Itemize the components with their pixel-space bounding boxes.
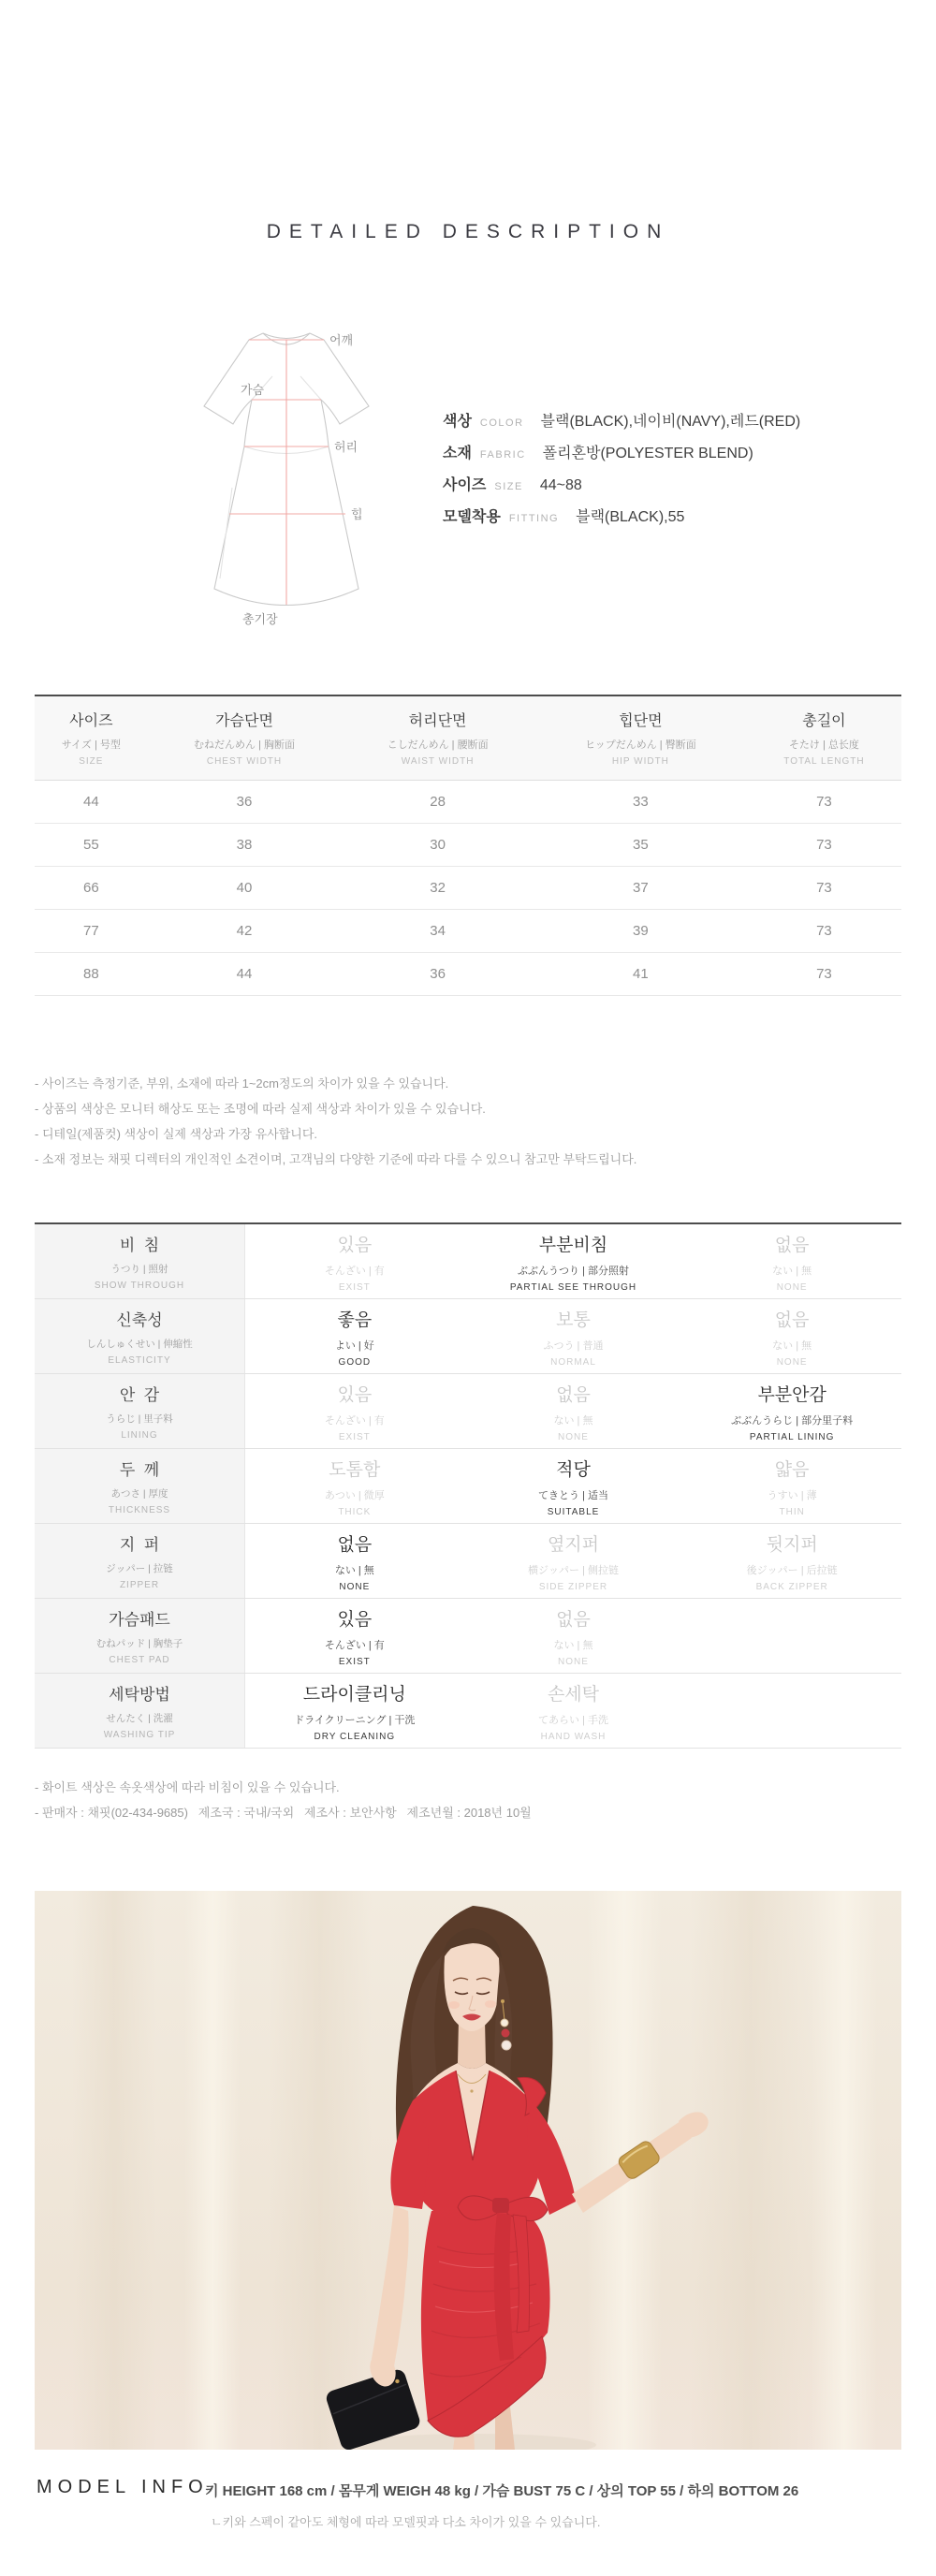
- spec-option-ko: 드라이클리닝: [302, 1684, 406, 1705]
- spec-row: [35, 1674, 901, 1749]
- spec-option-sub: てきとう | 适当: [538, 1489, 608, 1501]
- spec-label-en: CHEST PAD: [109, 1655, 170, 1665]
- spec-option-sub: そんざい | 有: [324, 1265, 385, 1277]
- spec-option-ko: 좋음: [337, 1310, 373, 1330]
- spec-label-en: WASHING TIP: [103, 1730, 176, 1740]
- spec-label-ko: 두 께: [119, 1461, 160, 1479]
- spec-label-sub: ジッパー | 拉链: [106, 1563, 173, 1574]
- spec-option: [464, 1299, 683, 1373]
- spec-option: [245, 1599, 464, 1673]
- spec-row: [35, 1374, 901, 1449]
- size-column-header: [534, 695, 747, 781]
- spec-label-ko: 가슴패드: [109, 1611, 170, 1629]
- spec-row: [35, 1524, 901, 1599]
- spec-option-en: PARTIAL SEE THROUGH: [509, 1281, 637, 1293]
- dress-seams: [220, 356, 329, 578]
- spec-row: [35, 1449, 901, 1524]
- size-table-body: [35, 781, 901, 996]
- spec-option-sub: ない | 無: [772, 1339, 812, 1352]
- spec-option: [682, 1374, 901, 1448]
- spec-option-ko: 보통: [556, 1310, 591, 1330]
- size-column-sub: サイズ | 号型: [61, 739, 121, 751]
- spec-label-en: LINING: [121, 1430, 158, 1441]
- spec-option-en: EXIST: [338, 1281, 371, 1293]
- size-cell: 77: [35, 910, 148, 953]
- spec-option-sub: ぶぶんうつり | 部分照射: [518, 1265, 629, 1277]
- size-note-line: - 디테일(제품컷) 색상이 실제 색상과 가장 유사합니다.: [35, 1127, 317, 1141]
- spec-option-en: HAND WASH: [540, 1731, 607, 1742]
- size-column-sub: むねだんめん | 胸断面: [194, 739, 295, 751]
- diagram-label-waist: 허리: [334, 440, 358, 454]
- spec-option-en: SUITABLE: [547, 1506, 600, 1517]
- size-cell: 40: [148, 867, 342, 910]
- product-info-row: [443, 473, 800, 505]
- size-table-row: [35, 953, 901, 996]
- size-cell: 44: [148, 953, 342, 996]
- spec-row-label: [35, 1599, 245, 1673]
- spec-option-ko: 부분안감: [757, 1384, 826, 1405]
- spec-label-sub: せんたく | 洗濯: [106, 1713, 173, 1724]
- spec-label-en: SHOW THROUGH: [94, 1281, 185, 1291]
- page-title: DETAILED DESCRIPTION: [266, 221, 670, 242]
- size-table: [35, 695, 901, 996]
- spec-option-ko: 있음: [337, 1235, 373, 1255]
- spec-label-ko: 세탁방법: [109, 1686, 170, 1704]
- size-column-sub: そたけ | 总长度: [788, 739, 859, 751]
- size-column-ko: 가슴단면: [215, 713, 273, 729]
- spec-option-en: DRY CLEANING: [314, 1731, 396, 1742]
- spec-option-sub: ドライクリーニング | 干洗: [294, 1714, 416, 1726]
- size-column-sub: ヒップだんめん | 臀断面: [585, 739, 696, 751]
- spec-row: [35, 1599, 901, 1674]
- size-table-row: [35, 781, 901, 824]
- size-cell: 73: [747, 867, 901, 910]
- size-table-row: [35, 824, 901, 867]
- spec-option: [682, 1524, 901, 1598]
- size-cell: 32: [341, 867, 534, 910]
- spec-option-sub: あつい | 微厚: [324, 1489, 385, 1501]
- spec-option-ko: 부분비침: [538, 1235, 608, 1255]
- spec-option: [245, 1299, 464, 1373]
- spec-row-label: [35, 1524, 245, 1598]
- product-info-label-en: SIZE: [494, 481, 523, 492]
- size-cell: 42: [148, 910, 342, 953]
- spec-option-ko: 얇음: [774, 1459, 810, 1480]
- size-cell: 73: [747, 953, 901, 996]
- product-info-row: [443, 441, 800, 473]
- measure-lines: [229, 340, 345, 605]
- bottom-note-line: - 판매자 : 채핏(02-434-9685) 제조국 : 국내/국외 제조사 : 보안사항 제조년월 : 2018년 10월: [35, 1806, 532, 1820]
- spec-option-ko: 없음: [774, 1310, 810, 1330]
- diagram-label-chest: 가슴: [241, 383, 265, 397]
- product-info-row: [443, 409, 800, 441]
- product-info-label: 모델착용: [443, 509, 501, 525]
- spec-label-en: ZIPPER: [119, 1580, 160, 1590]
- size-column-header: [747, 695, 901, 781]
- size-cell: 73: [747, 910, 901, 953]
- size-column-ko: 사이즈: [69, 713, 113, 729]
- product-info-label-en: FABRIC: [479, 449, 526, 461]
- spec-option-ko: 없음: [774, 1235, 810, 1255]
- spec-option-ko: 옆지퍼: [547, 1534, 600, 1555]
- size-note-line: - 소재 정보는 채핏 디렉터의 개인적인 소견이며, 고객님의 다양한 기준에 따라 다를 수 있으니 참고만 부탁드립니다.: [35, 1152, 637, 1166]
- spec-option-ko: 뒷지퍼: [766, 1534, 818, 1555]
- spec-option-ko: 있음: [337, 1609, 373, 1630]
- spec-option-sub: ない | 無: [772, 1265, 812, 1277]
- product-info-label: 색상: [443, 414, 472, 430]
- spec-label-en: ELASTICITY: [108, 1355, 171, 1366]
- spec-option-sub: そんざい | 有: [324, 1639, 385, 1651]
- spec-option: [464, 1599, 683, 1673]
- size-cell: 38: [148, 824, 342, 867]
- spec-row-label: [35, 1299, 245, 1373]
- spec-option: [464, 1449, 683, 1523]
- spec-option-sub: てあらい | 手洗: [538, 1714, 608, 1726]
- spec-option: [464, 1224, 683, 1298]
- bottom-note-line: - 화이트 색상은 속옷색상에 따라 비침이 있을 수 있습니다.: [35, 1780, 340, 1794]
- spec-option-en: NORMAL: [550, 1356, 596, 1368]
- product-info-value: 폴리혼방(POLYESTER BLEND): [542, 446, 753, 461]
- spec-row: [35, 1224, 901, 1299]
- spec-option-en: BACK ZIPPER: [755, 1581, 828, 1592]
- size-cell: 37: [534, 867, 747, 910]
- spec-option-sub: 横ジッパー | 侧拉链: [528, 1564, 619, 1576]
- size-column-header: [148, 695, 342, 781]
- spec-option-sub: うすい | 薄: [767, 1489, 817, 1501]
- spec-table: [35, 1222, 901, 1749]
- size-column-en: HIP WIDTH: [611, 756, 669, 767]
- spec-option-sub: ない | 無: [334, 1564, 374, 1576]
- size-column-ko: 허리단면: [408, 713, 467, 729]
- product-info: [443, 409, 800, 536]
- bottom-notes: [35, 1775, 532, 1825]
- size-cell: 73: [747, 824, 901, 867]
- spec-option-en: GOOD: [338, 1356, 372, 1368]
- spec-option-ko: 손세탁: [547, 1684, 600, 1705]
- size-column-ko: 힙단면: [619, 713, 663, 729]
- spec-option: [464, 1374, 683, 1448]
- spec-option-en: EXIST: [338, 1431, 371, 1442]
- spec-label-sub: しんしゅくせい | 伸縮性: [86, 1339, 193, 1350]
- spec-option: [682, 1449, 901, 1523]
- spec-option-ko: 도톰함: [329, 1459, 381, 1480]
- spec-option: [682, 1299, 901, 1373]
- spec-option-sub: ぶぶんうらじ | 部分里子料: [731, 1414, 854, 1427]
- size-column-sub: こしだんめん | 腰断面: [387, 739, 489, 751]
- spec-option-ko: 없음: [556, 1609, 591, 1630]
- size-table-row: [35, 867, 901, 910]
- spec-option-ko: 없음: [337, 1534, 373, 1555]
- spec-option-empty: [682, 1599, 901, 1673]
- size-cell: 55: [35, 824, 148, 867]
- diagram-label-shoulder: 어깨: [329, 333, 354, 347]
- product-info-label: 소재: [443, 446, 472, 461]
- spec-row-label: [35, 1224, 245, 1298]
- spec-option: [245, 1674, 464, 1748]
- spec-option-ko: 적당: [556, 1459, 591, 1480]
- spec-option: [245, 1374, 464, 1448]
- size-table-header-row: [35, 695, 901, 781]
- spec-row-label: [35, 1674, 245, 1748]
- spec-option-en: THICK: [338, 1506, 372, 1517]
- spec-option: [682, 1224, 901, 1298]
- size-cell: 36: [148, 781, 342, 824]
- spec-label-sub: むねパッド | 胸垫子: [95, 1638, 183, 1649]
- spec-option-en: PARTIAL LINING: [749, 1431, 835, 1442]
- size-notes: [35, 1071, 636, 1172]
- size-cell: 28: [341, 781, 534, 824]
- product-info-label-en: COLOR: [479, 417, 524, 429]
- size-cell: 44: [35, 781, 148, 824]
- size-cell: 66: [35, 867, 148, 910]
- spec-option-en: NONE: [558, 1656, 589, 1667]
- size-column-ko: 총길이: [802, 713, 846, 729]
- spec-option: [245, 1449, 464, 1523]
- spec-row-label: [35, 1374, 245, 1448]
- size-cell: 41: [534, 953, 747, 996]
- size-column-en: TOTAL LENGTH: [783, 756, 865, 767]
- spec-label-en: THICKNESS: [108, 1505, 171, 1515]
- size-column-en: WAIST WIDTH: [401, 756, 475, 767]
- spec-option-sub: 後ジッパー | 后拉链: [746, 1564, 838, 1576]
- product-info-label: 사이즈: [443, 477, 487, 493]
- model-info-heading: MODEL INFO: [37, 2477, 209, 2497]
- spec-option-sub: ない | 無: [553, 1639, 593, 1651]
- spec-option-en: NONE: [776, 1281, 808, 1293]
- product-info-row: [443, 505, 800, 536]
- spec-option: [464, 1524, 683, 1598]
- dress-measurement-diagram: [181, 324, 443, 637]
- size-column-header: [341, 695, 534, 781]
- diagram-label-total-length: 총기장: [242, 612, 278, 626]
- size-note-line: - 상품의 색상은 모니터 해상도 또는 조명에 따라 실제 색상과 차이가 있을 수 있습니다.: [35, 1102, 486, 1116]
- product-info-value: 블랙(BLACK),55: [576, 509, 685, 525]
- spec-option: [245, 1224, 464, 1298]
- spec-option-en: NONE: [776, 1356, 808, 1368]
- size-column-en: CHEST WIDTH: [206, 756, 283, 767]
- size-column-header: [35, 695, 148, 781]
- spec-option-sub: ふつう | 普通: [543, 1339, 604, 1352]
- spec-option-en: NONE: [339, 1581, 371, 1592]
- diagram-label-hip: 힙: [351, 507, 363, 521]
- spec-label-ko: 신축성: [116, 1311, 163, 1329]
- size-cell: 30: [341, 824, 534, 867]
- spec-option-sub: ない | 無: [553, 1414, 593, 1427]
- model-info-note: ㄴ키와 스펙이 같아도 체형에 따라 모델핏과 다소 차이가 있을 수 있습니다.: [211, 2515, 601, 2529]
- size-column-en: SIZE: [79, 756, 104, 767]
- spec-option-en: EXIST: [338, 1656, 371, 1667]
- spec-option: [245, 1524, 464, 1598]
- spec-option-empty: [682, 1674, 901, 1748]
- model-photo: [35, 1891, 901, 2450]
- spec-option-ko: 없음: [556, 1384, 591, 1405]
- spec-option-ko: 있음: [337, 1384, 373, 1405]
- spec-label-ko: 안 감: [119, 1386, 160, 1404]
- spec-label-sub: うつり | 照射: [110, 1264, 168, 1275]
- spec-option-en: NONE: [558, 1431, 589, 1442]
- size-cell: 73: [747, 781, 901, 824]
- spec-option-en: THIN: [779, 1506, 805, 1517]
- size-table-row: [35, 910, 901, 953]
- size-cell: 33: [534, 781, 747, 824]
- size-note-line: - 사이즈는 측정기준, 부위, 소재에 따라 1~2cm정도의 차이가 있을 수 있습니다.: [35, 1076, 449, 1090]
- spec-row: [35, 1299, 901, 1374]
- size-cell: 36: [341, 953, 534, 996]
- spec-label-ko: 지 퍼: [119, 1536, 160, 1554]
- size-cell: 35: [534, 824, 747, 867]
- product-info-value: 블랙(BLACK),네이비(NAVY),레드(RED): [540, 414, 801, 430]
- spec-option: [464, 1674, 683, 1748]
- spec-label-sub: うらじ | 里子料: [106, 1413, 173, 1425]
- product-info-value: 44~88: [539, 477, 582, 493]
- spec-row-label: [35, 1449, 245, 1523]
- size-cell: 88: [35, 953, 148, 996]
- spec-label-ko: 비 침: [119, 1237, 160, 1254]
- spec-label-sub: あつさ | 厚度: [110, 1488, 168, 1500]
- model-info-specs: 키 HEIGHT 168 cm / 몸무게 WEIGH 48 kg / 가슴 BUST 75 C / 상의 TOP 55 / 하의 BOTTOM 26: [205, 2483, 799, 2499]
- size-cell: 39: [534, 910, 747, 953]
- spec-option-sub: よい | 好: [334, 1339, 374, 1352]
- spec-option-sub: そんざい | 有: [324, 1414, 385, 1427]
- size-cell: 34: [341, 910, 534, 953]
- product-info-label-en: FITTING: [508, 513, 560, 524]
- spec-option-en: SIDE ZIPPER: [538, 1581, 608, 1592]
